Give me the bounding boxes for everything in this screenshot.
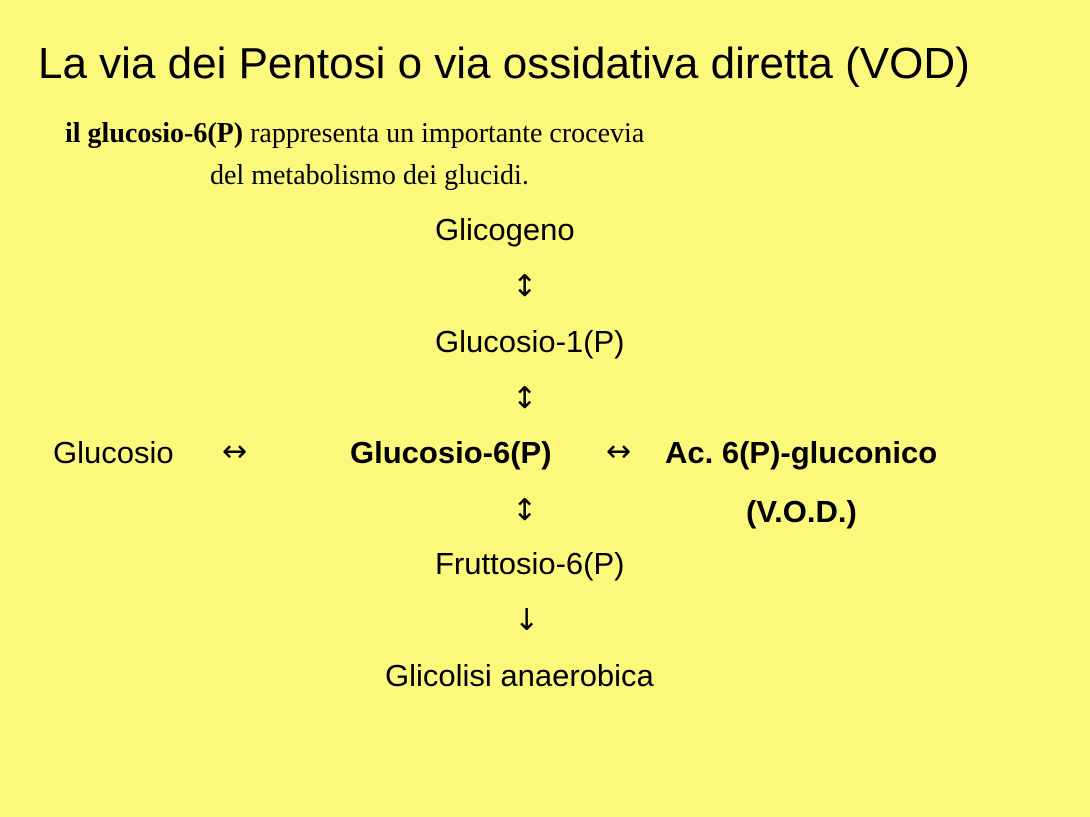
- arrow-glucosio1p-glucosio6p: ↕: [512, 381, 538, 416]
- intro-line-2: del metabolismo dei glucidi.: [210, 160, 529, 191]
- slide-title: La via dei Pentosi o via ossidativa diretta (VOD): [38, 39, 970, 88]
- intro-line-1: [65, 120, 644, 148]
- arrow-fruttosio6p-glicolisi: ↓: [514, 603, 540, 638]
- node-glucosio: Glucosio: [53, 435, 174, 470]
- node-glucosio-1p: Glucosio-1(P): [435, 324, 625, 359]
- arrow-glicogeno-glucosio1p: ↕: [512, 269, 538, 304]
- arrow-glucosio6p-gluconico: ↔: [606, 434, 632, 469]
- node-glicolisi-anaerobica: Glicolisi anaerobica: [385, 658, 654, 693]
- intro-bold-term: il glucosio-6(P): [65, 118, 244, 149]
- arrow-glucosio-glucosio6p: ↔: [222, 434, 248, 469]
- node-glucosio-6p: Glucosio-6(P): [350, 435, 552, 470]
- node-fruttosio-6p: Fruttosio-6(P): [435, 546, 625, 581]
- node-acido-6p-gluconico: Ac. 6(P)-gluconico: [665, 435, 938, 470]
- arrow-glucosio6p-fruttosio6p: ↕: [512, 493, 538, 528]
- node-glicogeno: Glicogeno: [435, 212, 575, 247]
- label-vod: (V.O.D.): [746, 494, 857, 529]
- intro-line-1-rest: rappresenta un importante crocevia: [243, 118, 645, 149]
